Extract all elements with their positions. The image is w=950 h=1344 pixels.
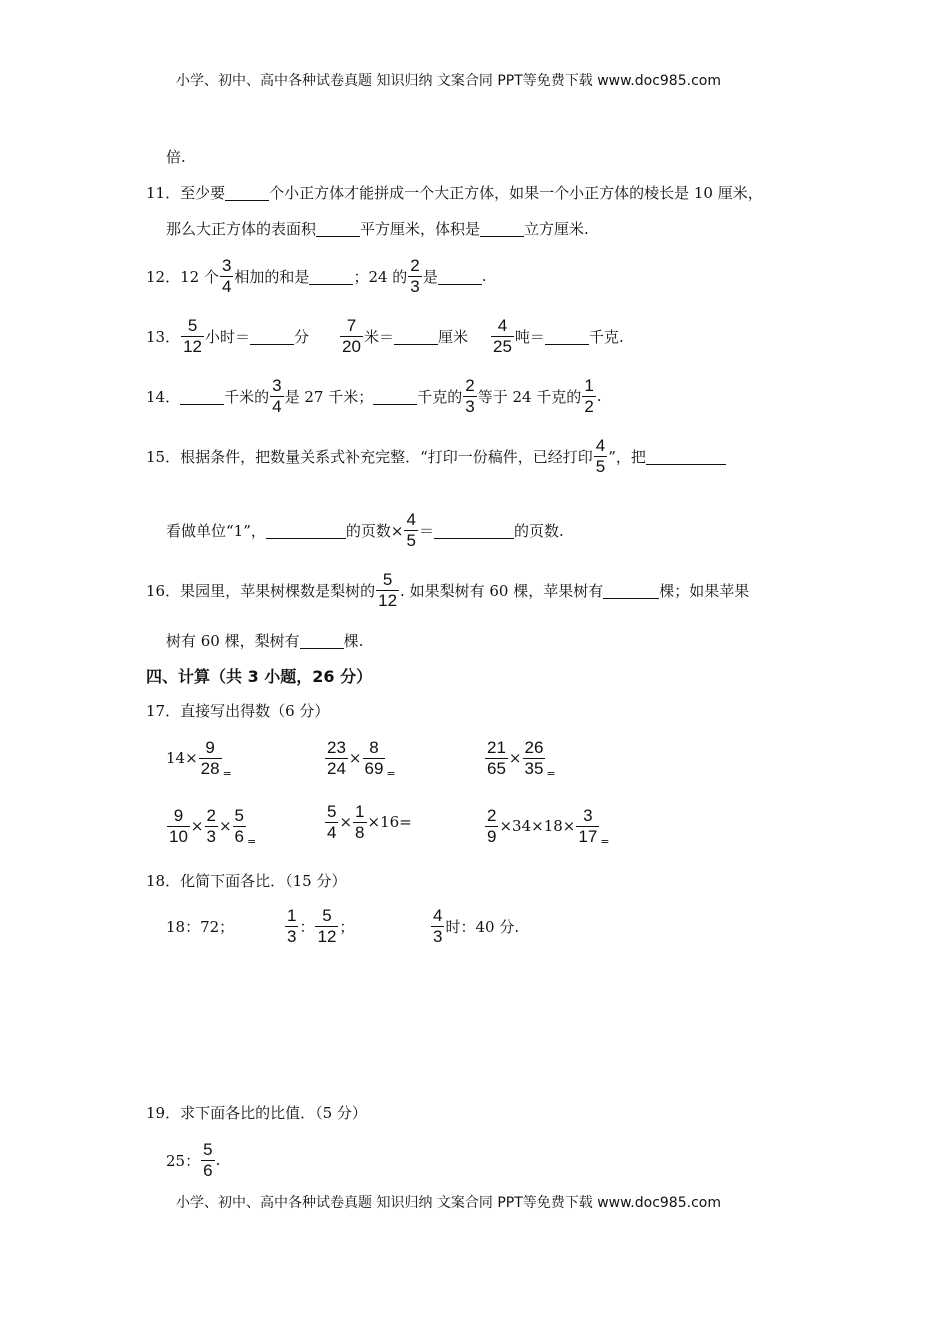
question-number: 13．: [146, 327, 181, 346]
answer-blank[interactable]: [316, 220, 360, 237]
ratio-item: $\frac{4}{3}$ 时：40 分.: [433, 905, 520, 946]
question-16-line2: 树有 60 棵，梨树有 棵.: [166, 631, 364, 650]
question-15-line2: 看做单位“1”， 的页数× $\frac{4}{5}$ ＝ 的页数.: [166, 509, 564, 550]
fraction: $\frac{4}{5}$: [595, 435, 606, 476]
fraction: $\frac{4}{3}$: [433, 905, 443, 946]
fraction: $\frac{2}{3}$: [206, 805, 216, 846]
answer-blank[interactable]: [266, 522, 346, 539]
answer-blank[interactable]: [646, 448, 726, 465]
ratio-item: $\frac{1}{3}$ ： $\frac{5}{12}$ ；: [287, 905, 355, 946]
calc-item: $\frac{21}{65}$ × $\frac{26}{35}$ =: [487, 737, 556, 780]
answer-blank[interactable]: [438, 268, 482, 285]
answer-blank[interactable]: [250, 328, 294, 345]
answer-blank[interactable]: [434, 522, 514, 539]
fraction: $\frac{5}{12}$: [378, 569, 398, 610]
question-15-line1: 15． 根据条件，把数量关系式补充完整．“打印一份稿件，已经打印 $\frac{4}{5}$ ”，把: [146, 428, 726, 484]
question-14: 14． 千米的 $\frac{3}{4}$ 是 27 千米； 千克的 $\frac{2}{3}$ 等于 24 千克的 $\frac{1}{2}$ .: [146, 375, 602, 416]
question-11-line1: 11． 至少要 个小正方体才能拼成一个大正方体，如果一个小正方体的棱长是 10 厘米，: [146, 183, 763, 202]
fraction: $\frac{1}{3}$: [287, 905, 297, 946]
fraction: $\frac{3}{4}$: [272, 375, 282, 416]
fraction: $\frac{1}{2}$: [584, 375, 594, 416]
question-11-line2: 那么大正方体的表面积 平方厘米，体积是 立方厘米.: [166, 219, 589, 238]
fraction: $\frac{5}{4}$: [327, 801, 337, 842]
ratio-item: 25： $\frac{5}{6}$ .: [166, 1139, 221, 1180]
question-number: 16．: [146, 581, 181, 600]
fraction: $\frac{7}{20}$: [342, 315, 361, 356]
fraction: $\frac{3}{17}$: [578, 805, 598, 846]
question-13: 13． $\frac{5}{12}$ 小时＝ 分 $\frac{7}{20}$ 米＝ 厘米 $\frac{4}{25}$ 吨＝ 千克.: [146, 315, 624, 356]
answer-blank[interactable]: [394, 328, 438, 345]
fraction: $\frac{2}{3}$: [465, 375, 475, 416]
fraction: $\frac{5}{12}$: [183, 315, 203, 356]
fraction: $\frac{5}{6}$: [203, 1139, 213, 1180]
question-number: 14．: [146, 387, 181, 406]
question-12: 12． 12 个 $\frac{3}{4}$ 相加的和是 ；24 的 $\frac{2}{3}$ 是 .: [146, 255, 487, 296]
fraction: $\frac{21}{65}$: [487, 737, 506, 778]
question-17-title: 17．直接写出得数（6 分）: [146, 702, 330, 720]
question-number: 12．: [146, 267, 181, 286]
question-number: 15．: [146, 447, 181, 466]
fraction: $\frac{3}{4}$: [221, 255, 232, 296]
fraction: $\frac{8}{69}$: [364, 737, 384, 778]
fraction: $\frac{1}{8}$: [355, 801, 365, 842]
calc-item: 14× $\frac{9}{28}$ =: [166, 737, 232, 780]
fraction: $\frac{2}{3}$: [410, 255, 420, 296]
fraction: $\frac{4}{25}$: [493, 315, 512, 356]
fraction: $\frac{26}{35}$: [524, 737, 544, 778]
fraction: $\frac{2}{9}$: [487, 805, 497, 846]
fraction: $\frac{9}{10}$: [169, 805, 188, 846]
fraction: $\frac{9}{28}$: [200, 737, 220, 778]
fraction: $\frac{5}{12}$: [317, 905, 337, 946]
ratio-item: 18：72；: [166, 917, 235, 936]
section-title: 四、计算（共 3 小题，26 分）: [146, 667, 373, 686]
answer-blank[interactable]: [373, 388, 417, 405]
page-footer-banner: 小学、初中、高中各种试卷真题 知识归纳 文案合同 PPT等免费下载 www.doc985.com: [176, 1195, 721, 1211]
page-header-banner: 小学、初中、高中各种试卷真题 知识归纳 文案合同 PPT等免费下载 www.doc985.com: [176, 73, 721, 89]
answer-blank[interactable]: [603, 582, 659, 599]
q10-tail: 倍.: [166, 148, 186, 166]
calc-item: $\frac{9}{10}$ × $\frac{2}{3}$ × $\frac{5}{6}$ =: [169, 805, 257, 848]
fraction: $\frac{4}{5}$: [406, 509, 416, 550]
question-16-line1: 16． 果园里，苹果树棵数是梨树的 $\frac{5}{12}$ . 如果梨树有 60 棵，苹果树有 棵；如果苹果: [146, 569, 750, 610]
fraction: $\frac{23}{24}$: [327, 737, 346, 778]
answer-blank[interactable]: [300, 632, 344, 649]
calc-item: $\frac{5}{4}$ × $\frac{1}{8}$ ×16=: [327, 801, 412, 842]
answer-blank[interactable]: [480, 220, 524, 237]
answer-blank[interactable]: [180, 388, 224, 405]
calc-item: $\frac{2}{9}$ ×34×18× $\frac{3}{17}$ =: [487, 805, 610, 848]
answer-blank[interactable]: [309, 268, 353, 285]
fraction: $\frac{5}{6}$: [234, 805, 245, 846]
calc-item: $\frac{23}{24}$ × $\frac{8}{69}$ =: [327, 737, 396, 780]
question-18-title: 18．化简下面各比．（15 分）: [146, 872, 347, 890]
answer-blank[interactable]: [545, 328, 589, 345]
question-number: 11．: [146, 183, 181, 202]
answer-blank[interactable]: [225, 184, 269, 201]
question-19-title: 19．求下面各比的比值．（5 分）: [146, 1104, 367, 1122]
